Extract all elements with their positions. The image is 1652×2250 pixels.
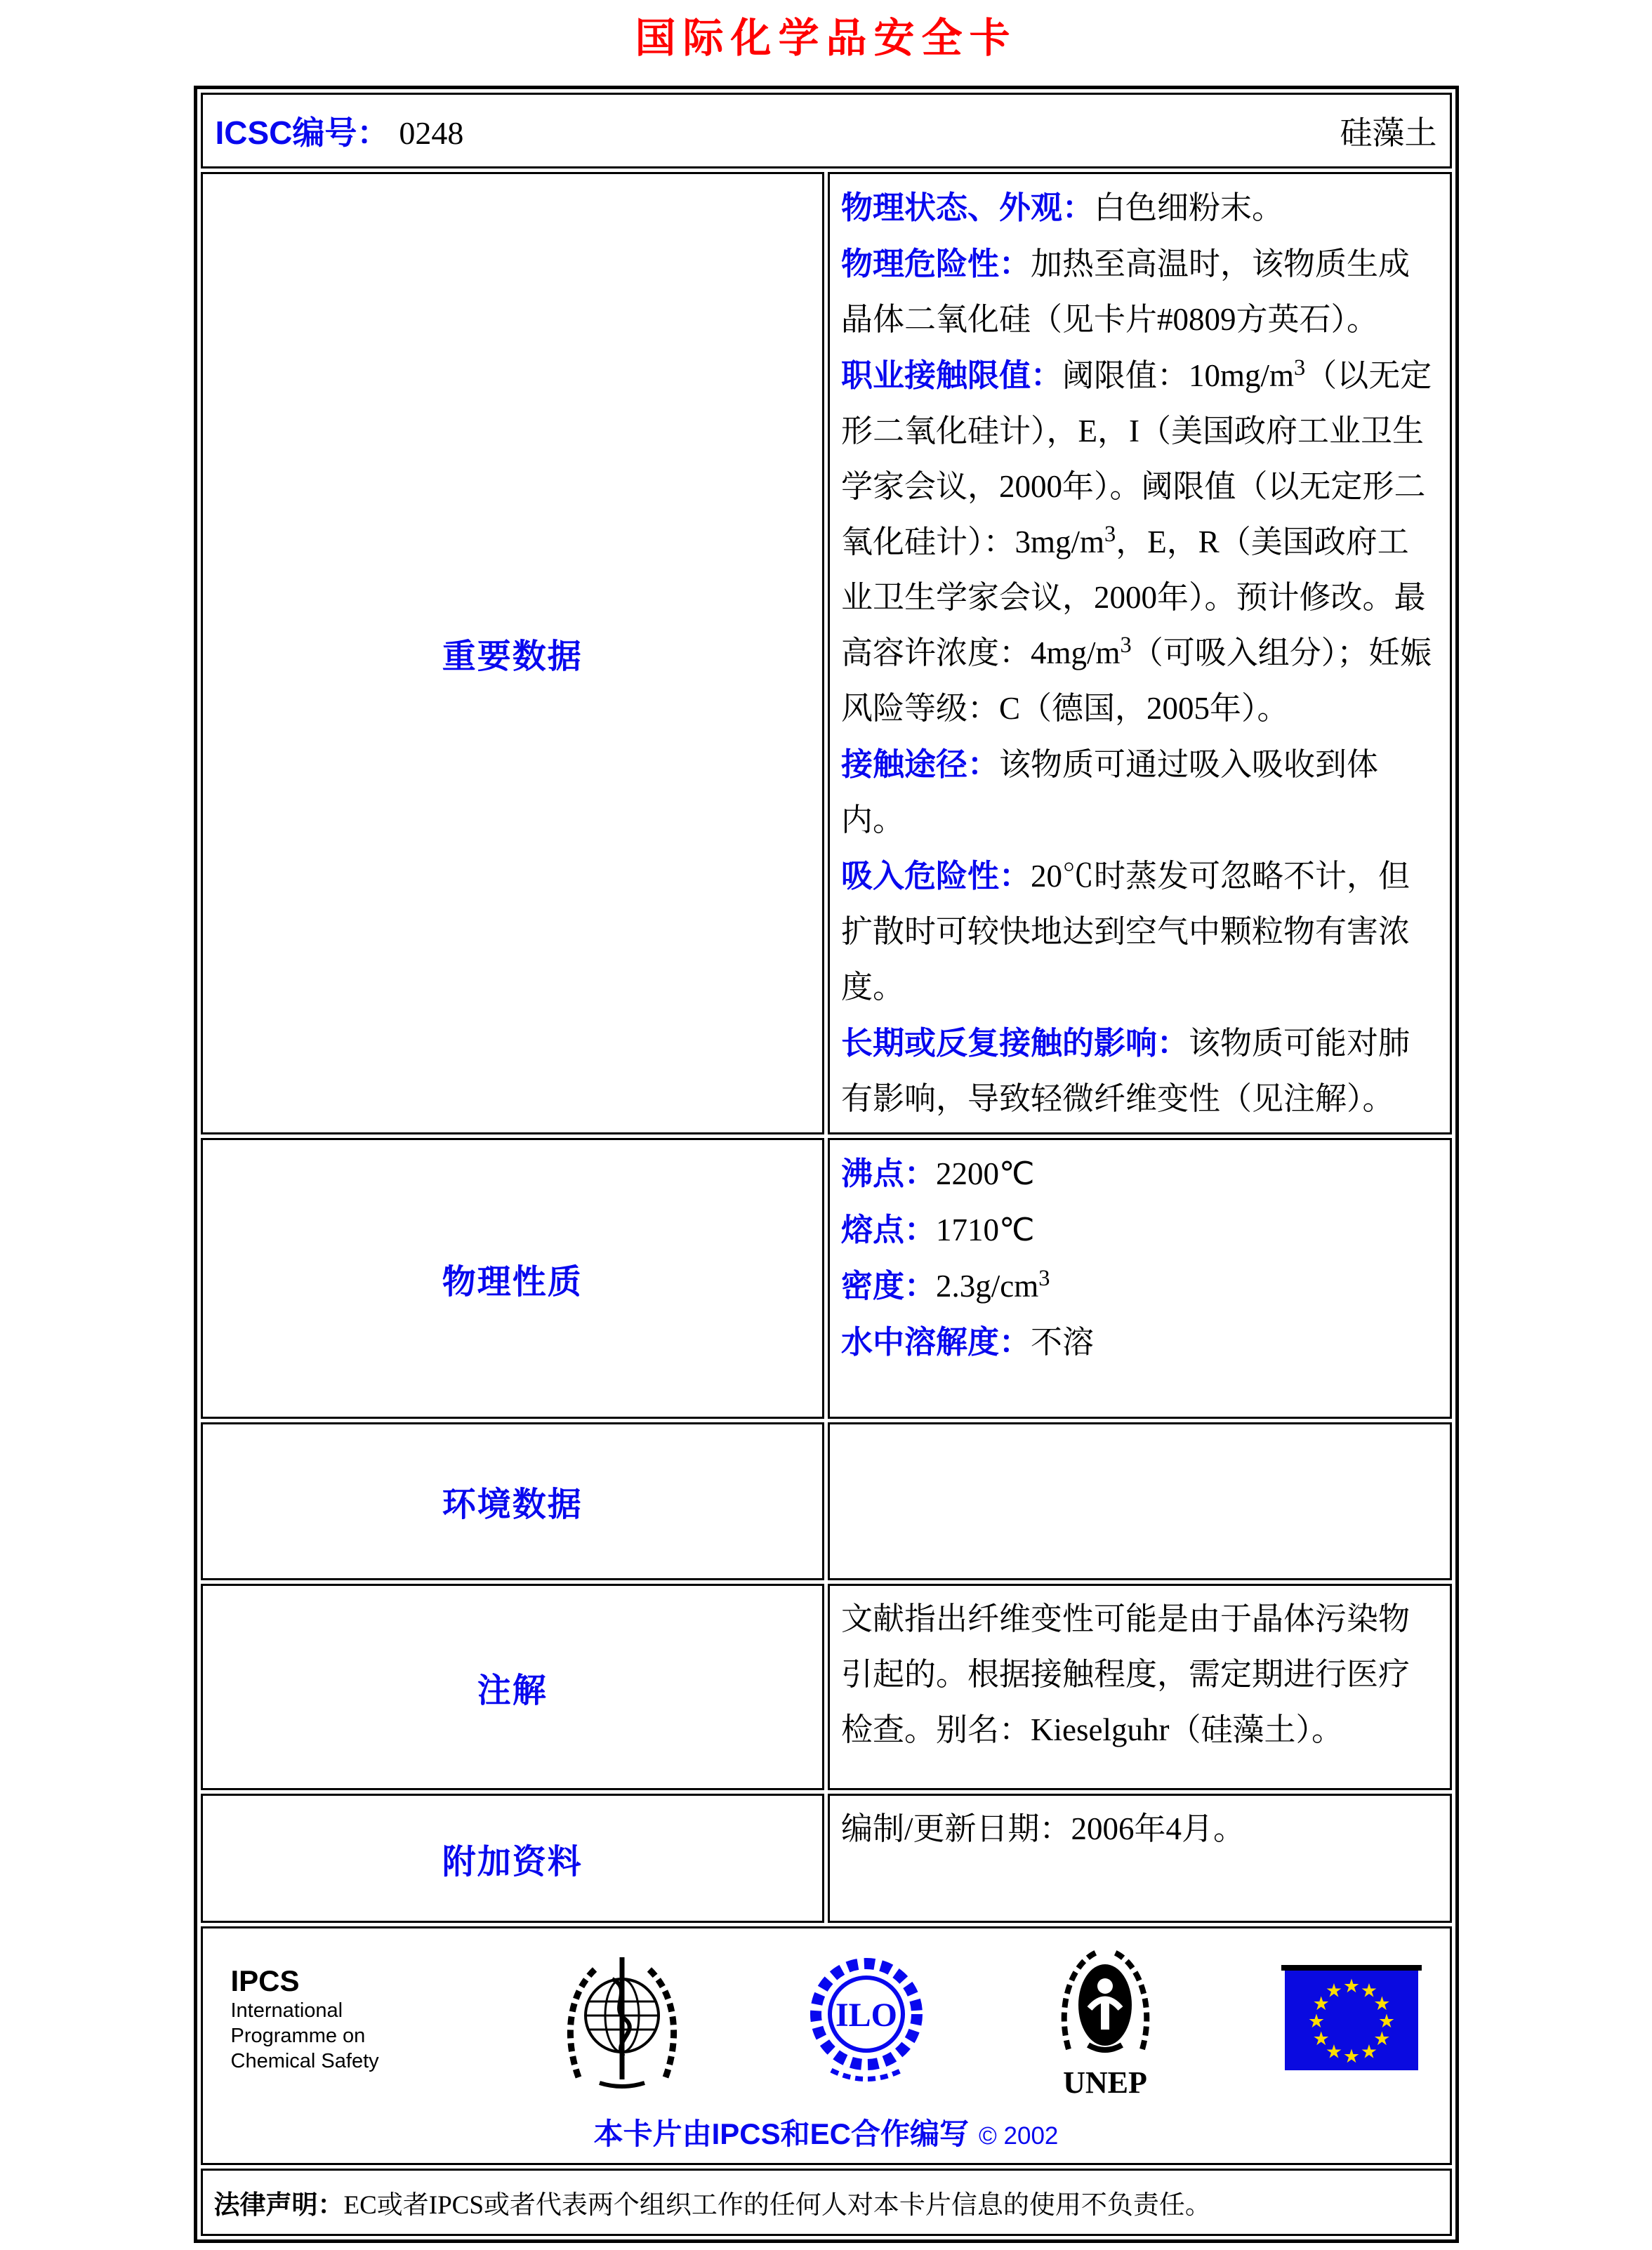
footer-row [201,1926,1452,2165]
section-content-environmental-data [828,1422,1452,1580]
text-line: 接触途径：该物质可通过吸入吸收到体内。 [841,746,1379,838]
section-content-important-data [828,172,1452,1134]
section-content-physical-properties [828,1138,1452,1419]
section-row-notes [201,1584,1452,1790]
icsc-card-table [194,86,1459,2243]
svg-text:★: ★ [1360,1980,1377,2001]
text-line: 沸点：2200℃ [841,1156,1035,1191]
section-row-additional-information [201,1794,1452,1923]
svg-text:★: ★ [1360,2040,1377,2062]
text-line: 文献指出纤维变性可能是由于晶体污染物引起的。根据接触程度，需定期进行医疗检查。别名：Kieselguhr（硅藻土）。 [841,1601,1410,1747]
icsc-number-value: 0248 [399,115,464,151]
header-cell [201,93,1452,168]
svg-text:★: ★ [1325,2040,1342,2062]
chemical-name: 硅藻土 [1340,115,1437,151]
ilo-logo-icon [803,1947,930,2091]
footer-copyright: © 2002 [979,2122,1059,2150]
section-row-physical-properties [201,1138,1452,1419]
section-row-important-data [201,172,1452,1134]
footer-caption [231,2111,1422,2153]
ipcs-subtitle-line3: Chemical Safety [230,2050,379,2072]
svg-text:★: ★ [1312,2027,1330,2049]
legal-notice-label: 法律声明： [213,2190,344,2219]
ipcs-subtitle-line2: Programme on [230,2025,366,2047]
text-line: 水中溶解度：不溶 [841,1324,1095,1360]
section-label-physical-properties: 物理性质 [201,1138,825,1419]
svg-text:★: ★ [1377,2010,1395,2032]
svg-text:★: ★ [1373,2027,1390,2049]
legal-notice-text: EC或者IPCS或者代表两个组织工作的任何人对本卡片信息的使用不负责任。 [343,2191,1211,2220]
section-content-additional-information [828,1794,1452,1923]
section-content-notes [828,1584,1452,1790]
text-line: 物理状态、外观：白色细粉末。 [841,190,1284,225]
section-row-environmental-data [201,1422,1452,1580]
section-label-environmental-data: 环境数据 [201,1422,825,1580]
text-line: 物理危险性：加热至高温时，该物质生成晶体二氧化硅（见卡片#0809方英石）。 [841,246,1410,337]
section-label-notes: 注解 [201,1584,825,1790]
eu-flag-icon [1281,1965,1422,2074]
ipcs-text-block [231,1964,442,2074]
header-row [201,93,1452,168]
text-line: 职业接触限值：阈限值：$10mg/m^3$（以无定形二氧化硅计），E，I（美国政府工业卫生学家会议，2000年）。阈限值（以无定形二氧化硅计）：$3mg/m^3$，E，R（美国政府工业卫生学家会议，2000年）。预计修改。最高容许浓度：$4mg/m^3$（可吸入组分）；妊娠风险等级：C（德国，2005年）。 [841,355,1432,726]
text-line: 吸入危险性：20℃时蒸发可忽略不计，但扩散时可较快地达到空气中颗粒物有害浓度。 [841,858,1410,1005]
page-title: 国际化学品安全卡 [635,15,1017,61]
svg-text:★: ★ [1342,2045,1360,2067]
ipcs-subtitle-line1: International [230,1999,343,2022]
footer-cell [201,1926,1452,2165]
icsc-number-group [216,107,464,154]
svg-text:★: ★ [1325,1980,1342,2001]
svg-text:★: ★ [1342,1975,1360,1997]
svg-text:★: ★ [1312,1992,1330,2014]
legal-row [201,2169,1452,2236]
ipcs-title: IPCS [230,1964,300,1997]
text-line: 编制/更新日期：2006年4月。 [841,1811,1245,1846]
ilo-logo-text: ILO [835,1996,898,2034]
section-label-additional-information: 附加资料 [201,1794,825,1923]
legal-cell [201,2169,1452,2236]
svg-text:★: ★ [1307,2010,1325,2032]
section-label-important-data: 重要数据 [201,172,825,1134]
who-logo-icon [559,1947,685,2091]
icsc-number-label: ICSC编号： [215,114,390,151]
text-line: 长期或反复接触的影响：该物质可能对肺有影响，导致轻微纤维变性（见注解）。 [841,1025,1410,1116]
unep-logo-text: UNEP [1062,2065,1147,2100]
footer-caption-text: 本卡片由IPCS和EC合作编写 [593,2117,969,2150]
unep-logo-icon [1048,1938,1163,2100]
svg-text:★: ★ [1373,1992,1390,2014]
text-line: 熔点：1710℃ [841,1212,1035,1248]
text-line: 密度：$2.3g/cm^3$ [841,1266,1050,1304]
